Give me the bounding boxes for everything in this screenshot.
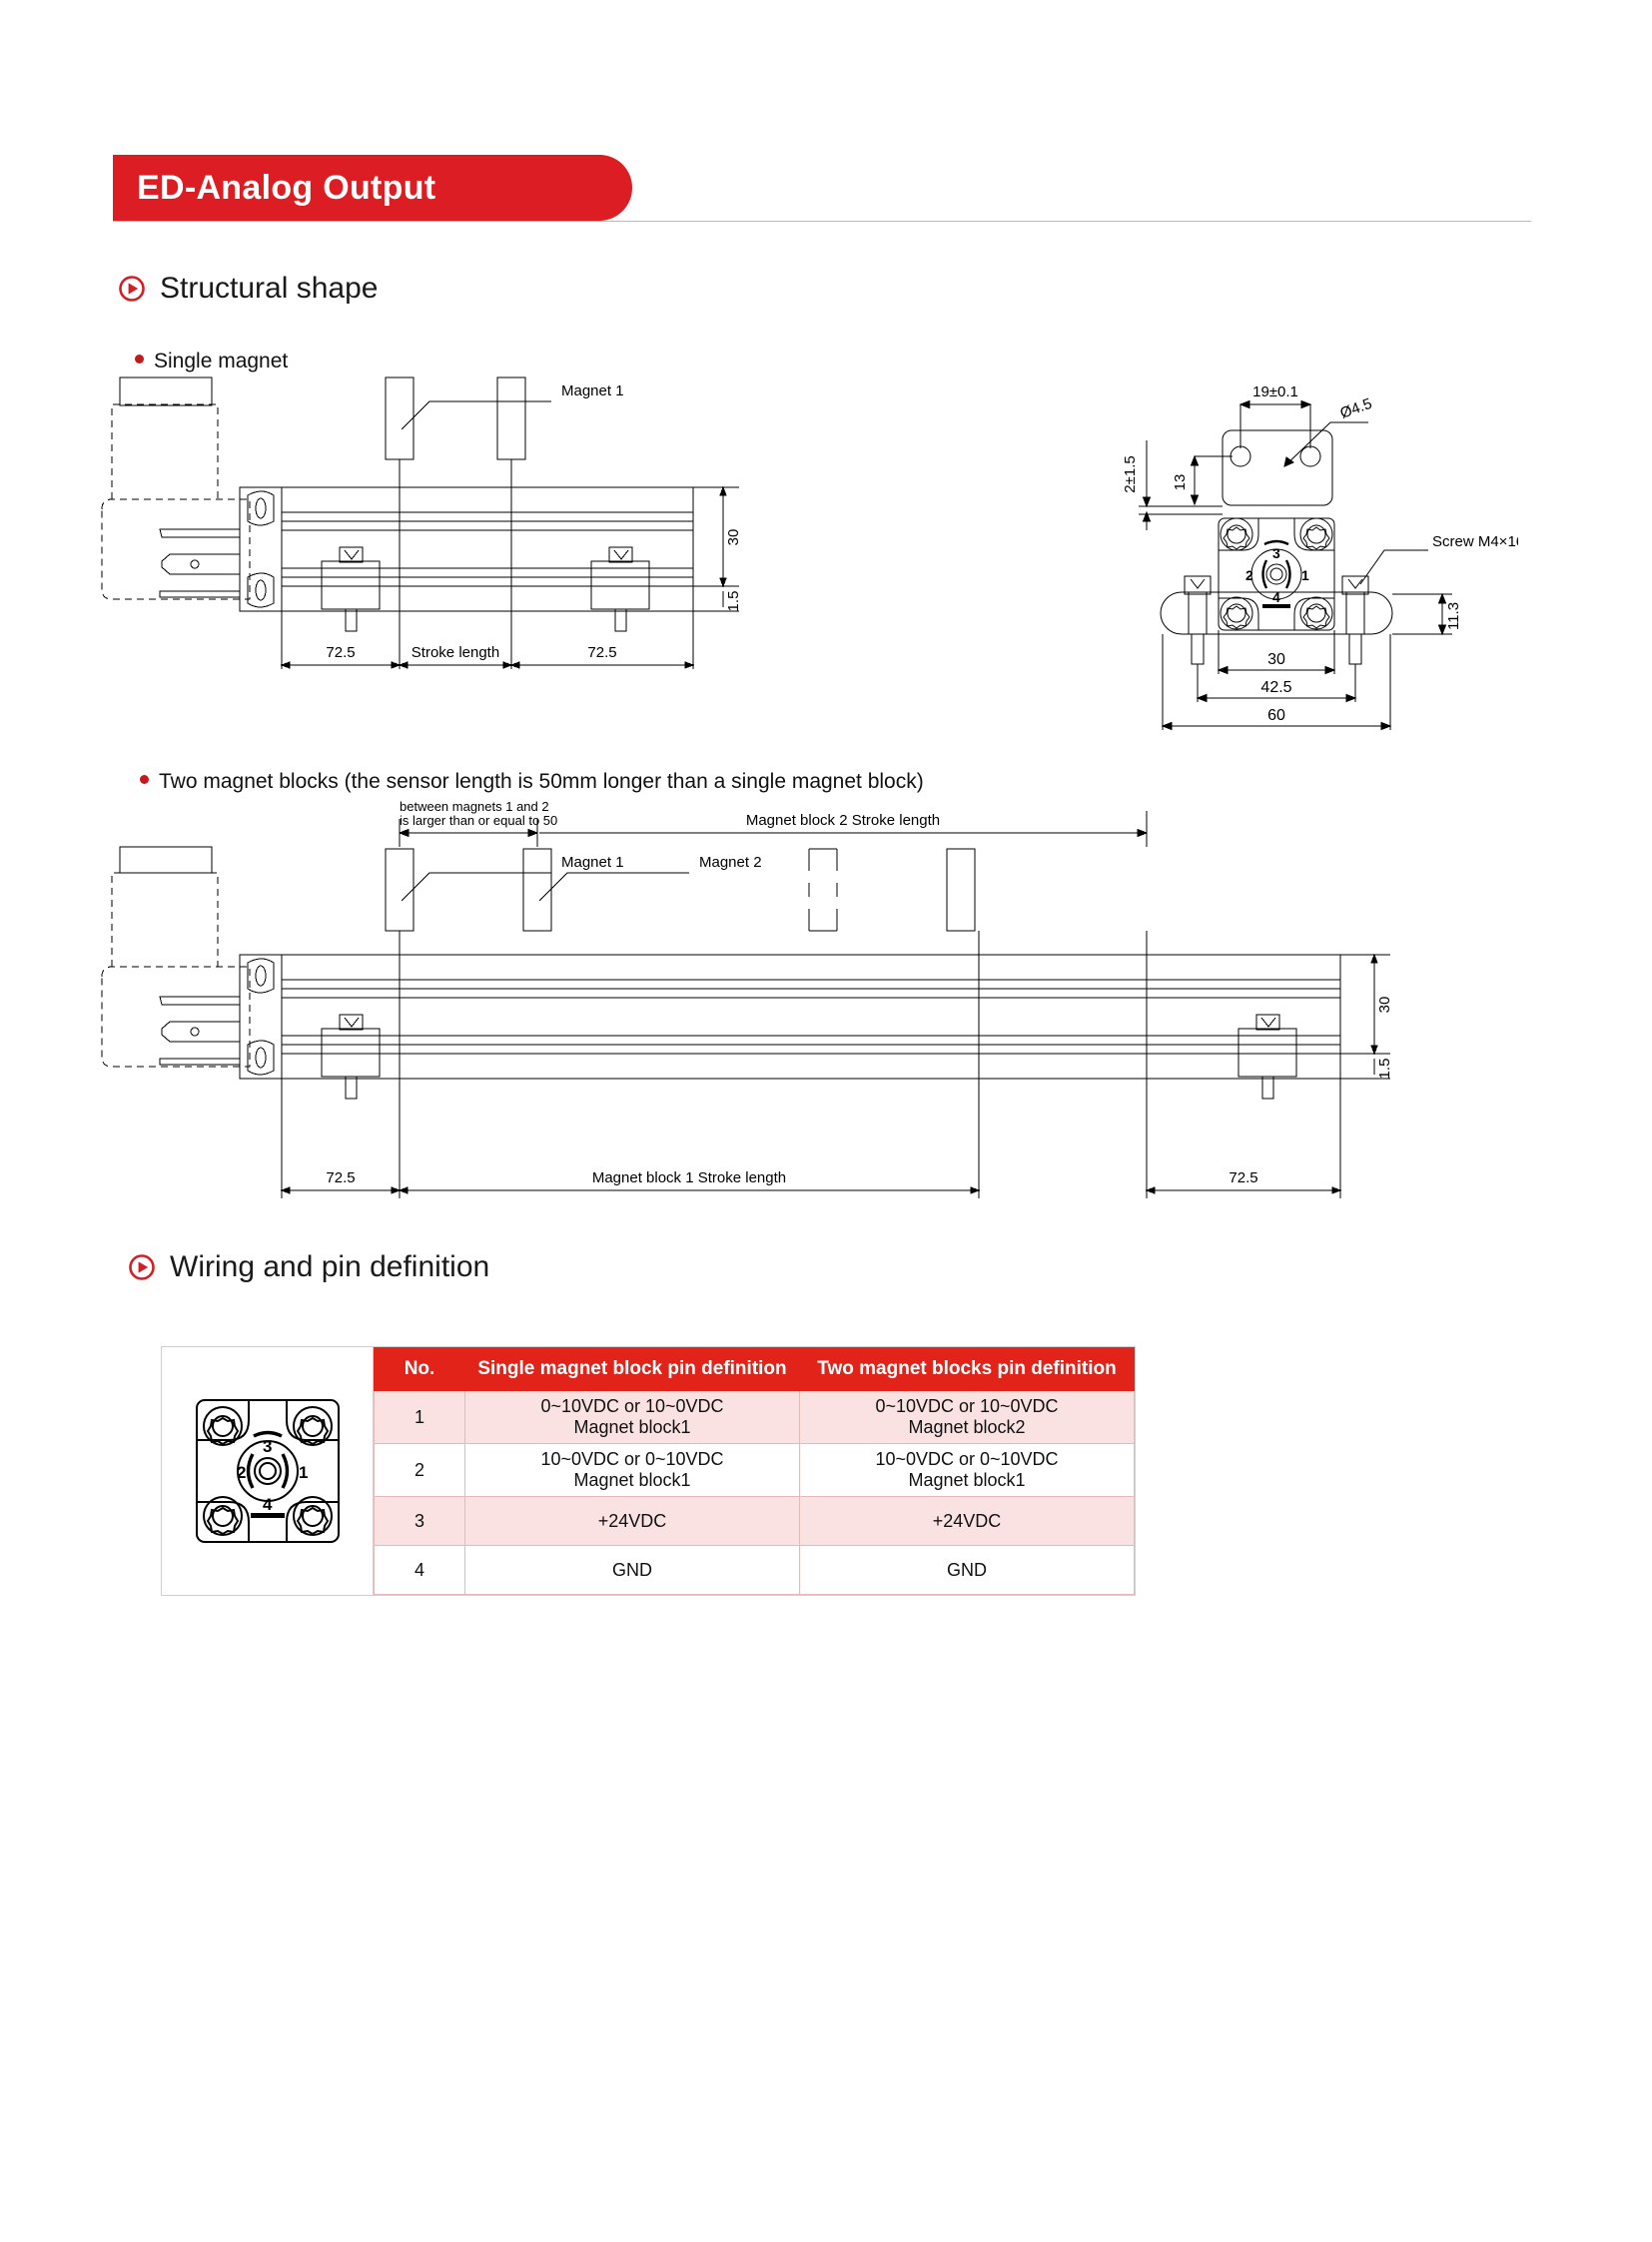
dim-block2-stroke-length: Magnet block 2 Stroke length bbox=[745, 812, 941, 829]
note-line-2: between magnets 1 and 2 bbox=[400, 799, 549, 814]
dim-hole-diameter: Ø4.5 bbox=[1337, 394, 1374, 422]
endview-pin-2: 2 bbox=[1245, 567, 1253, 583]
label-screw-m4: Screw M4×16 bbox=[1432, 533, 1518, 550]
page-title: ED-Analog Output bbox=[137, 168, 436, 207]
dim-height-1-5: 1.5 bbox=[1376, 1058, 1393, 1080]
bullet-dot-icon bbox=[140, 775, 149, 784]
cell-line-2: Magnet block1 bbox=[573, 1470, 691, 1490]
pin-definition-table-wrap bbox=[161, 1346, 1136, 1596]
label-magnet-1: Magnet 1 bbox=[561, 854, 624, 871]
section-heading-label: Wiring and pin definition bbox=[170, 1250, 490, 1283]
cell-line-2: Magnet block2 bbox=[908, 1417, 1026, 1437]
drawing-end-view bbox=[1099, 355, 1518, 739]
dim-height-30: 30 bbox=[1376, 996, 1393, 1014]
page-title-banner bbox=[113, 155, 632, 221]
table-row bbox=[375, 1444, 1135, 1497]
title-divider bbox=[113, 221, 1531, 222]
cell-two-definition bbox=[800, 1444, 1135, 1497]
cell-pin-no: 4 bbox=[375, 1546, 465, 1595]
label-magnet-1: Magnet 1 bbox=[561, 382, 624, 399]
cell-line-2: Magnet block1 bbox=[573, 1417, 691, 1437]
play-circle-icon bbox=[118, 275, 146, 303]
cell-line-1: 10~0VDC or 0~10VDC bbox=[540, 1449, 724, 1470]
table-header-row bbox=[375, 1348, 1135, 1391]
cell-two-definition bbox=[800, 1391, 1135, 1444]
column-header-two-magnet: Two magnet blocks pin definition bbox=[800, 1348, 1135, 1391]
table-row bbox=[375, 1497, 1135, 1546]
dim-height-1-5: 1.5 bbox=[725, 590, 742, 612]
connector-pin-1: 1 bbox=[298, 1463, 308, 1482]
dim-left-72-5: 72.5 bbox=[326, 1169, 356, 1186]
endview-pin-4: 4 bbox=[1272, 589, 1280, 605]
connector-pin-2: 2 bbox=[236, 1463, 246, 1482]
cell-two-definition: GND bbox=[800, 1546, 1135, 1595]
cell-line-1: 0~10VDC or 10~0VDC bbox=[875, 1396, 1059, 1417]
cell-single-definition bbox=[465, 1444, 800, 1497]
bullet-single-magnet-label: Single magnet bbox=[154, 350, 289, 373]
note-line-3: is larger than or equal to 50 bbox=[400, 813, 558, 828]
cell-single-definition bbox=[465, 1391, 800, 1444]
drawing-two-magnet-blocks-side-view bbox=[100, 799, 1528, 1243]
cell-line-1: 10~0VDC or 0~10VDC bbox=[875, 1449, 1059, 1470]
dim-right-72-5: 72.5 bbox=[1229, 1169, 1258, 1186]
dim-42-5: 42.5 bbox=[1260, 679, 1292, 696]
table-row bbox=[375, 1391, 1135, 1444]
cell-pin-no: 1 bbox=[375, 1391, 465, 1444]
label-magnet-2: Magnet 2 bbox=[699, 854, 762, 871]
cell-single-definition: GND bbox=[465, 1546, 800, 1595]
dim-2-1-5: 2±1.5 bbox=[1122, 455, 1139, 493]
dim-60: 60 bbox=[1267, 707, 1285, 724]
dim-11-3: 11.3 bbox=[1445, 601, 1462, 631]
dim-height-30: 30 bbox=[725, 528, 742, 546]
drawing-single-magnet-side-view bbox=[100, 370, 999, 704]
dim-block1-stroke-length: Magnet block 1 Stroke length bbox=[591, 1169, 787, 1186]
endview-pin-3: 3 bbox=[1272, 545, 1280, 561]
bullet-two-magnet-blocks-label: Two magnet blocks (the sensor length is 50mm longer than a single magnet block) bbox=[159, 770, 924, 793]
connector-face-diagram-cell bbox=[162, 1347, 374, 1595]
dim-left-72-5: 72.5 bbox=[326, 644, 356, 661]
connector-pin-3: 3 bbox=[262, 1437, 272, 1456]
section-heading-structural-shape bbox=[118, 272, 378, 306]
bullet-two-magnet-blocks bbox=[140, 770, 924, 794]
pin-definition-table bbox=[374, 1347, 1135, 1595]
connector-face-icon bbox=[183, 1386, 353, 1556]
cell-pin-no: 2 bbox=[375, 1444, 465, 1497]
connector-pin-4: 4 bbox=[262, 1495, 272, 1514]
endview-pin-1: 1 bbox=[1301, 567, 1309, 583]
column-header-no: No. bbox=[375, 1348, 465, 1391]
dim-13: 13 bbox=[1172, 473, 1189, 491]
play-circle-icon bbox=[128, 1253, 156, 1281]
table-row bbox=[375, 1546, 1135, 1595]
cell-single-definition: +24VDC bbox=[465, 1497, 800, 1546]
dim-30: 30 bbox=[1267, 651, 1285, 668]
dim-right-72-5: 72.5 bbox=[587, 644, 617, 661]
section-heading-label: Structural shape bbox=[160, 272, 379, 305]
dim-stroke-length: Stroke length bbox=[411, 644, 500, 661]
bullet-dot-icon bbox=[135, 355, 144, 364]
cell-two-definition: +24VDC bbox=[800, 1497, 1135, 1546]
cell-pin-no: 3 bbox=[375, 1497, 465, 1546]
cell-line-2: Magnet block1 bbox=[908, 1470, 1026, 1490]
dim-19: 19±0.1 bbox=[1252, 383, 1298, 400]
cell-line-1: 0~10VDC or 10~0VDC bbox=[540, 1396, 724, 1417]
section-heading-wiring-pin-definition bbox=[128, 1250, 489, 1284]
column-header-single-magnet: Single magnet block pin definition bbox=[465, 1348, 800, 1391]
